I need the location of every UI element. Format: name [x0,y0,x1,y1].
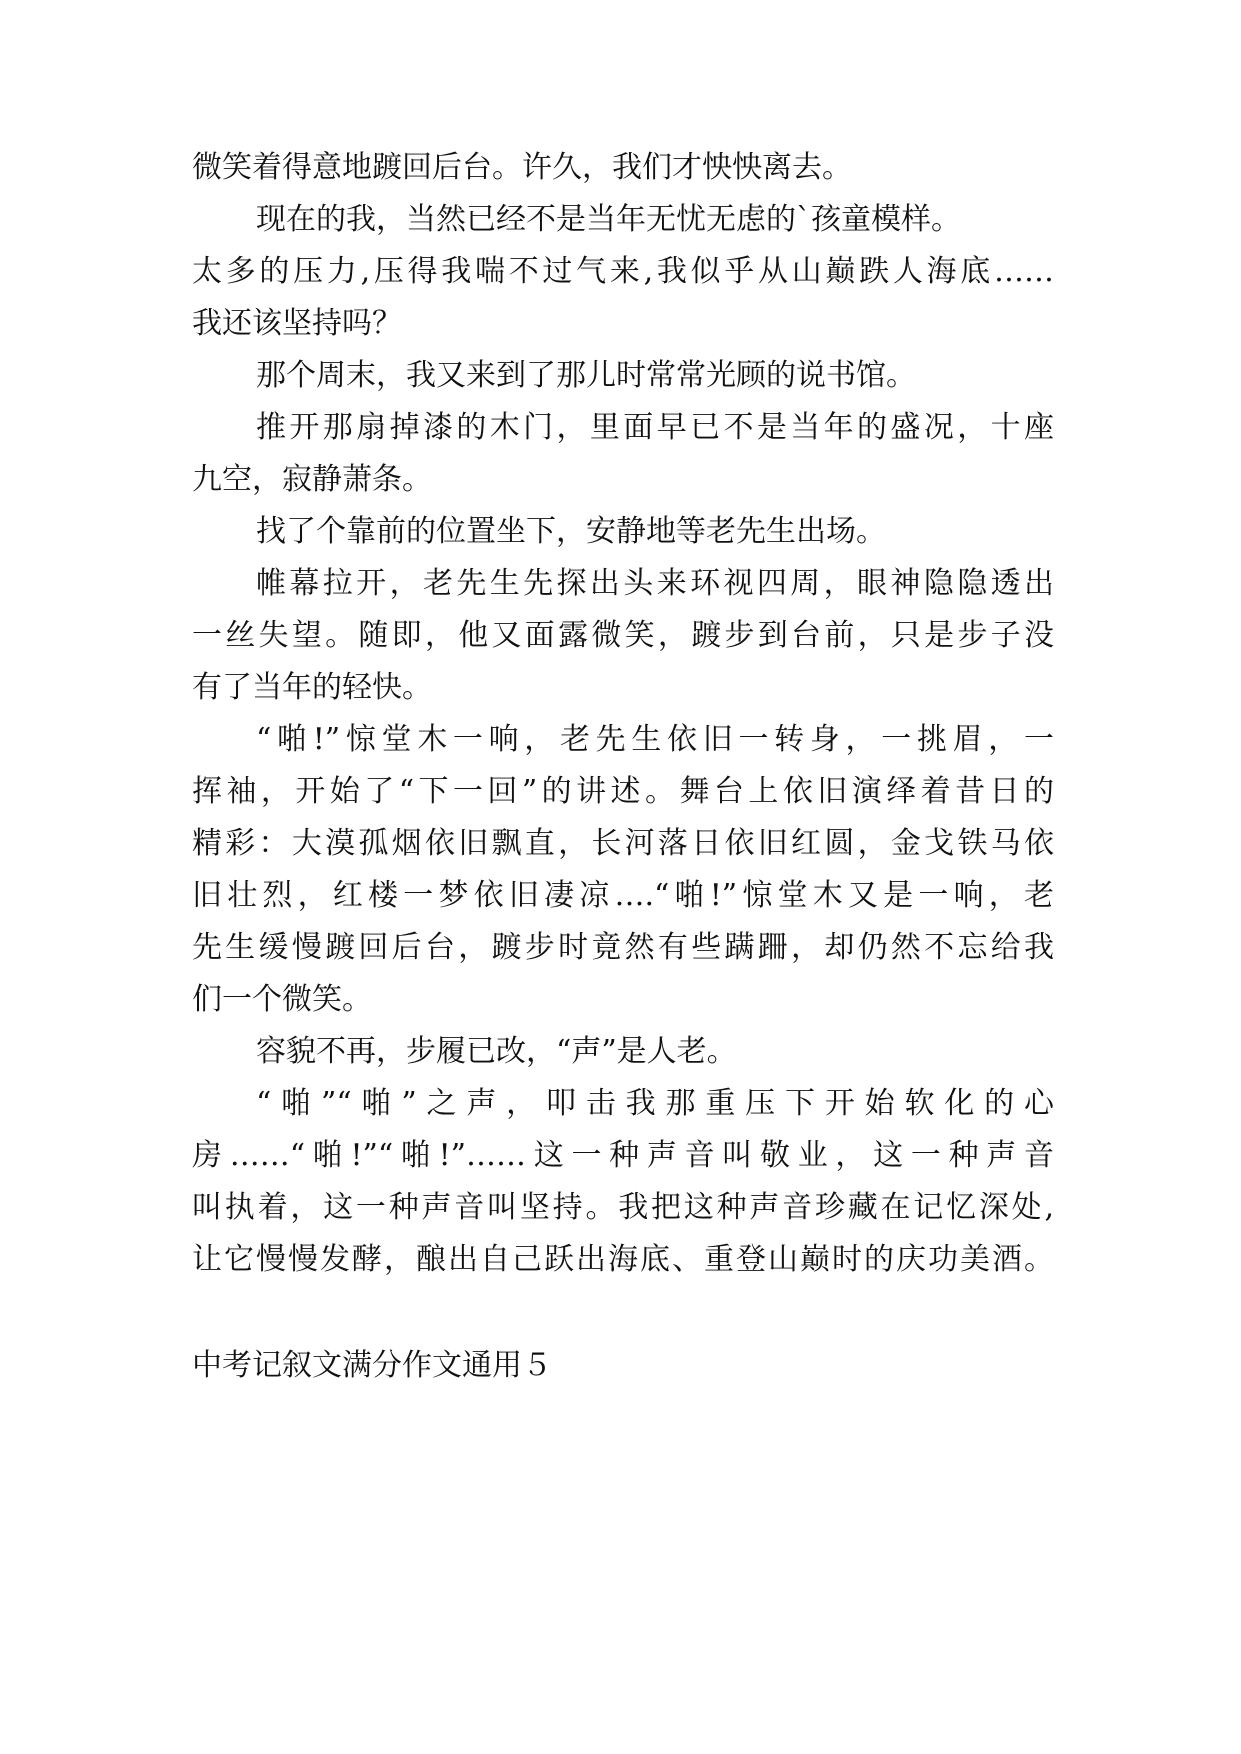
text-line-15: 旧壮烈，红楼一梦依旧凄凉….“啪!”惊堂木又是一响，老 [192,878,1054,913]
text-line-1: 微笑着得意地踱回后台。许久，我们才怏怏离去。 [192,150,852,185]
text-line-8: 找了个靠前的位置坐下，安静地等老先生出场。 [256,514,886,549]
text-line-12: “啪!”惊堂木一响，老先生依旧一转身，一挑眉，一 [256,722,1054,757]
text-line-14: 精彩：大漠孤烟依旧飘直，长河落日依旧红圆，金戈铁马依 [192,826,1054,861]
text-line-17: 们一个微笑。 [192,982,372,1017]
section-heading: 中考记叙文满分作文通用５ [192,1348,552,1383]
text-line-22: 让它慢慢发酵，酿出自己跃出海底、重登山巅时的庆功美酒。 [192,1242,1054,1277]
text-line-20: 房……“啪!”“啪!”……这一种声音叫敬业，这一种声音 [192,1138,1054,1173]
text-line-4: 我还该坚持吗？ [192,306,402,341]
text-line-9: 帷幕拉开，老先生先探出头来环视四周，眼神隐隐透出 [256,566,1054,601]
text-line-7: 九空，寂静萧条。 [192,462,432,497]
text-line-2: 现在的我，当然已经不是当年无忧无虑的`孩童模样。 [256,202,961,237]
text-line-16: 先生缓慢踱回后台，踱步时竟然有些蹒跚，却仍然不忘给我 [192,930,1054,965]
text-line-3: 太多的压力,压得我喘不过气来,我似乎从山巅跌人海底…… [192,254,1054,289]
text-line-10: 一丝失望。随即，他又面露微笑，踱步到台前，只是步子没 [192,618,1054,653]
text-line-21: 叫执着，这一种声音叫坚持。我把这种声音珍藏在记忆深处, [192,1190,1054,1225]
text-line-19: “啪”“啪”之声，叩击我那重压下开始软化的心 [256,1086,1054,1121]
text-line-5: 那个周末，我又来到了那儿时常常光顾的说书馆。 [256,358,916,393]
text-line-13: 挥袖，开始了“下一回”的讲述。舞台上依旧演绎着昔日的 [192,774,1054,809]
text-line-6: 推开那扇掉漆的木门，里面早已不是当年的盛况，十座 [256,410,1054,445]
text-line-18: 容貌不再，步履已改，“声”是人老。 [256,1034,737,1069]
text-line-11: 有了当年的轻快。 [192,670,432,705]
